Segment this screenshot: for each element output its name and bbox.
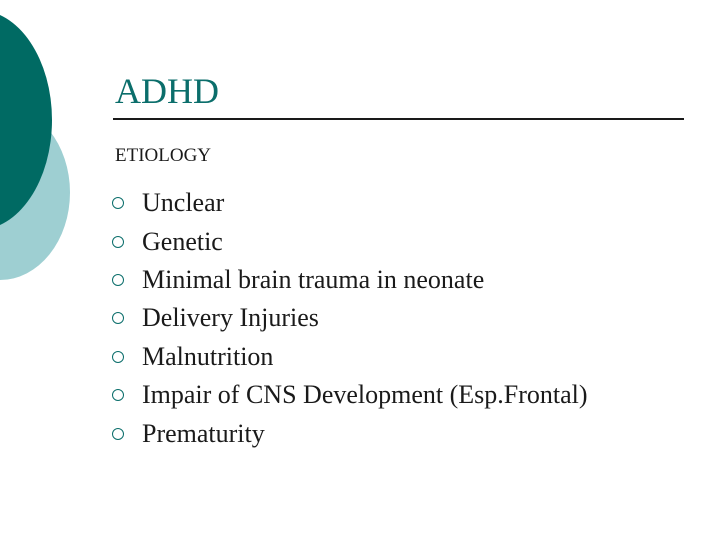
hollow-circle-icon [112,197,124,209]
bullet-item [112,414,588,452]
hollow-circle-icon [112,428,124,440]
bullet-text: Delivery Injuries [142,303,319,333]
bullet-text: Prematurity [142,418,265,448]
bullet-item [112,338,588,376]
bullet-text: Impair of CNS Development (Esp.Frontal) [142,380,588,410]
bullet-item [112,261,588,299]
bullet-text: Genetic [142,226,223,256]
hollow-circle-icon [112,312,124,324]
hollow-circle-icon [112,236,124,248]
bullet-text: Unclear [142,188,225,218]
bullet-item [112,184,588,222]
slide-title: ADHD [115,71,219,111]
bullet-list [112,184,588,453]
title-divider [113,118,684,120]
hollow-circle-icon [112,274,124,286]
bullet-item [112,299,588,337]
bullet-item [112,222,588,260]
bullet-text: Minimal brain trauma in neonate [142,264,485,294]
hollow-circle-icon [112,389,124,401]
slide-subtitle: ETIOLOGY [115,145,212,166]
hollow-circle-icon [112,351,124,363]
bullet-item [112,376,588,414]
bullet-text: Malnutrition [142,341,274,371]
